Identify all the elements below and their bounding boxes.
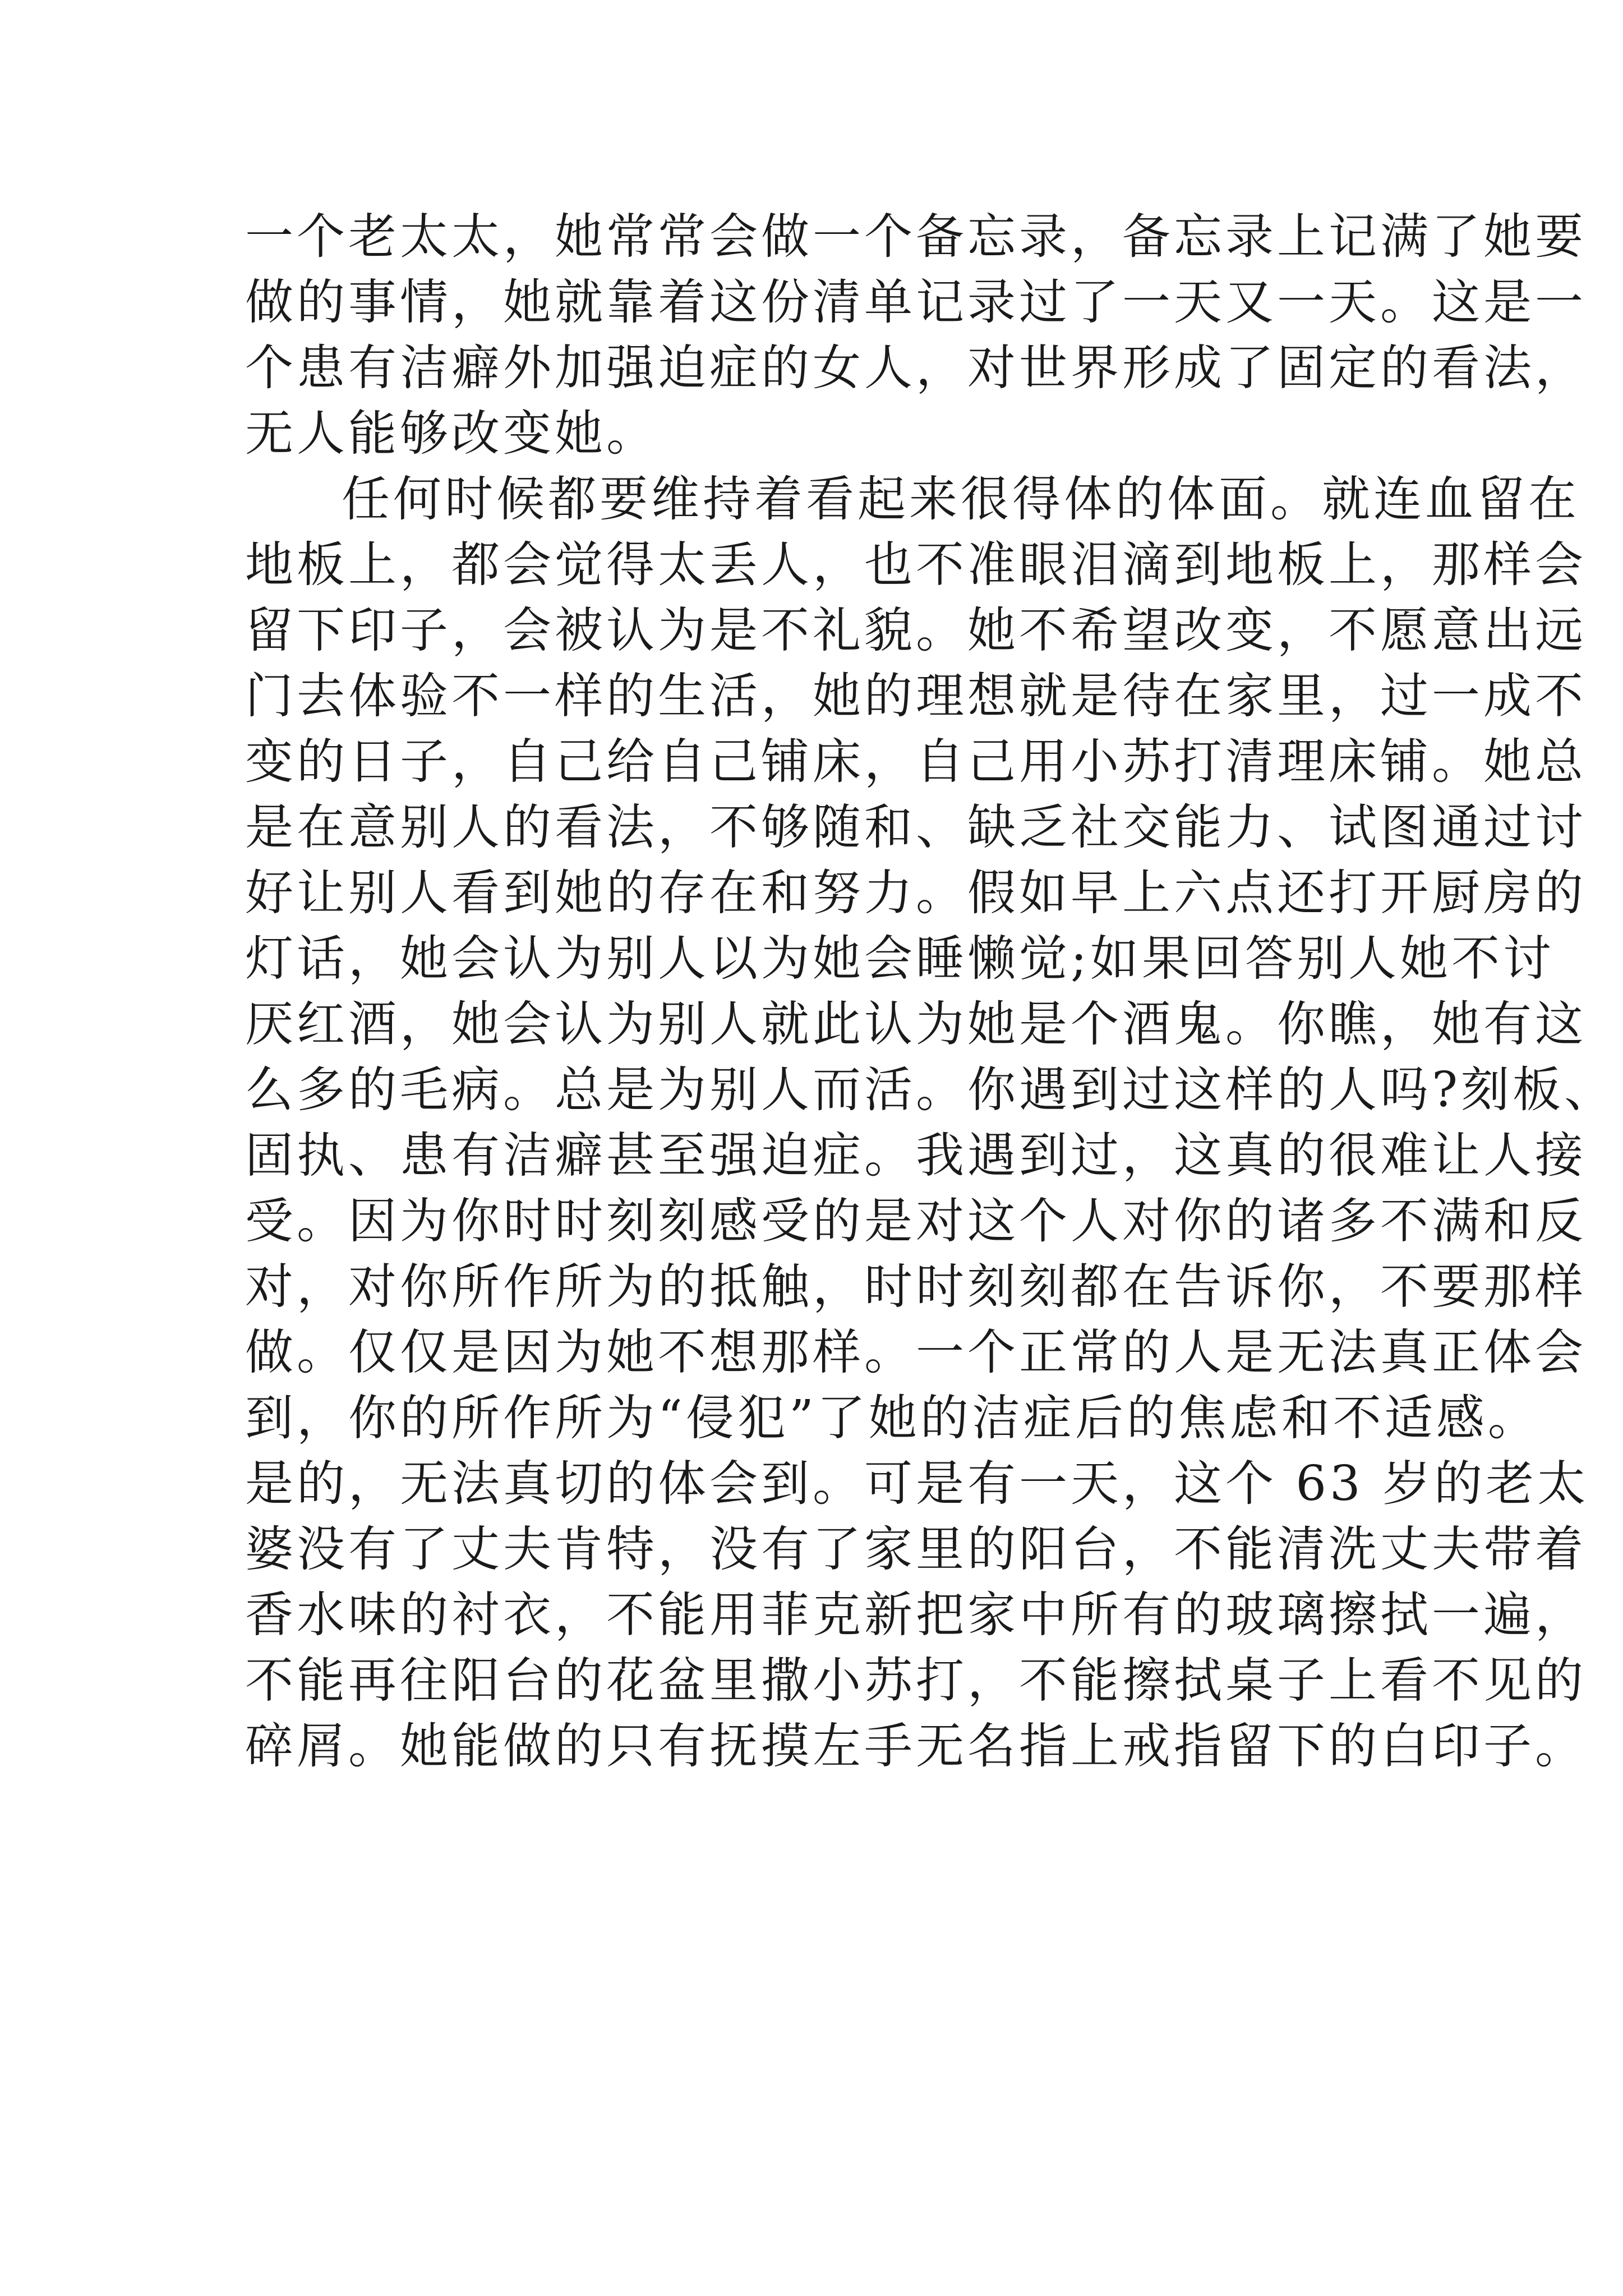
text-line: 门去体验不一样的生活，她的理想就是待在家里，过一成不 [245, 668, 1587, 724]
text-line: 香水味的衬衣，不能用菲克新把家中所有的玻璃擦拭一遍， [245, 1587, 1587, 1643]
text-line: 婆没有了丈夫肯特，没有了家里的阳台，不能清洗丈夫带着 [245, 1521, 1587, 1577]
text-line: 是在意别人的看法，不够随和、缺乏社交能力、试图通过讨 [245, 799, 1587, 855]
body-text [245, 204, 1616, 1779]
text-line: 么多的毛病。总是为别人而活。你遇到过这样的人吗?刻板、 [245, 1062, 1616, 1118]
text-line: 地板上，都会觉得太丢人，也不准眼泪滴到地板上，那样会 [245, 537, 1587, 593]
paragraph-start-line: 任何时候都要维持着看起来很得体的体面。就连血留在 [342, 471, 1580, 527]
text-line: 做。仅仅是因为她不想那样。一个正常的人是无法真正体会 [245, 1324, 1587, 1381]
text-line: 好让别人看到她的存在和努力。假如早上六点还打开厨房的 [245, 865, 1587, 921]
text-line: 厌红酒，她会认为别人就此认为她是个酒鬼。你瞧，她有这 [245, 996, 1587, 1052]
text-line: 做的事情，她就靠着这份清单记录过了一天又一天。这是一 [245, 274, 1587, 330]
text-line: 到，你的所作所为“侵犯”了她的洁症后的焦虑和不适感。 [245, 1390, 1539, 1446]
text-line: 无人能够改变她。 [245, 406, 658, 462]
text-line: 不能再往阳台的花盆里撒小苏打，不能擦拭桌子上看不见的 [245, 1653, 1587, 1709]
text-line: 一个老太太，她常常会做一个备忘录，备忘录上记满了她要 [245, 209, 1587, 265]
text-line: 是的，无法真切的体会到。可是有一天，这个 63 岁的老太 [245, 1456, 1589, 1512]
text-line: 受。因为你时时刻刻感受的是对这个人对你的诸多不满和反 [245, 1193, 1587, 1249]
text-line: 碎屑。她能做的只有抚摸左手无名指上戒指留下的白印子。 [245, 1718, 1587, 1774]
text-line: 固执、患有洁癖甚至强迫症。我遇到过，这真的很难让人接 [245, 1128, 1587, 1184]
text-line: 对，对你所作所为的抵触，时时刻刻都在告诉你，不要那样 [245, 1259, 1587, 1315]
text-line: 留下印子，会被认为是不礼貌。她不希望改变，不愿意出远 [245, 602, 1587, 659]
text-line: 个患有洁癖外加强迫症的女人，对世界形成了固定的看法， [245, 340, 1587, 396]
text-line: 变的日子，自己给自己铺床，自己用小苏打清理床铺。她总 [245, 734, 1587, 790]
text-line: 灯话，她会认为别人以为她会睡懒觉;如果回答别人她不讨 [245, 931, 1555, 987]
